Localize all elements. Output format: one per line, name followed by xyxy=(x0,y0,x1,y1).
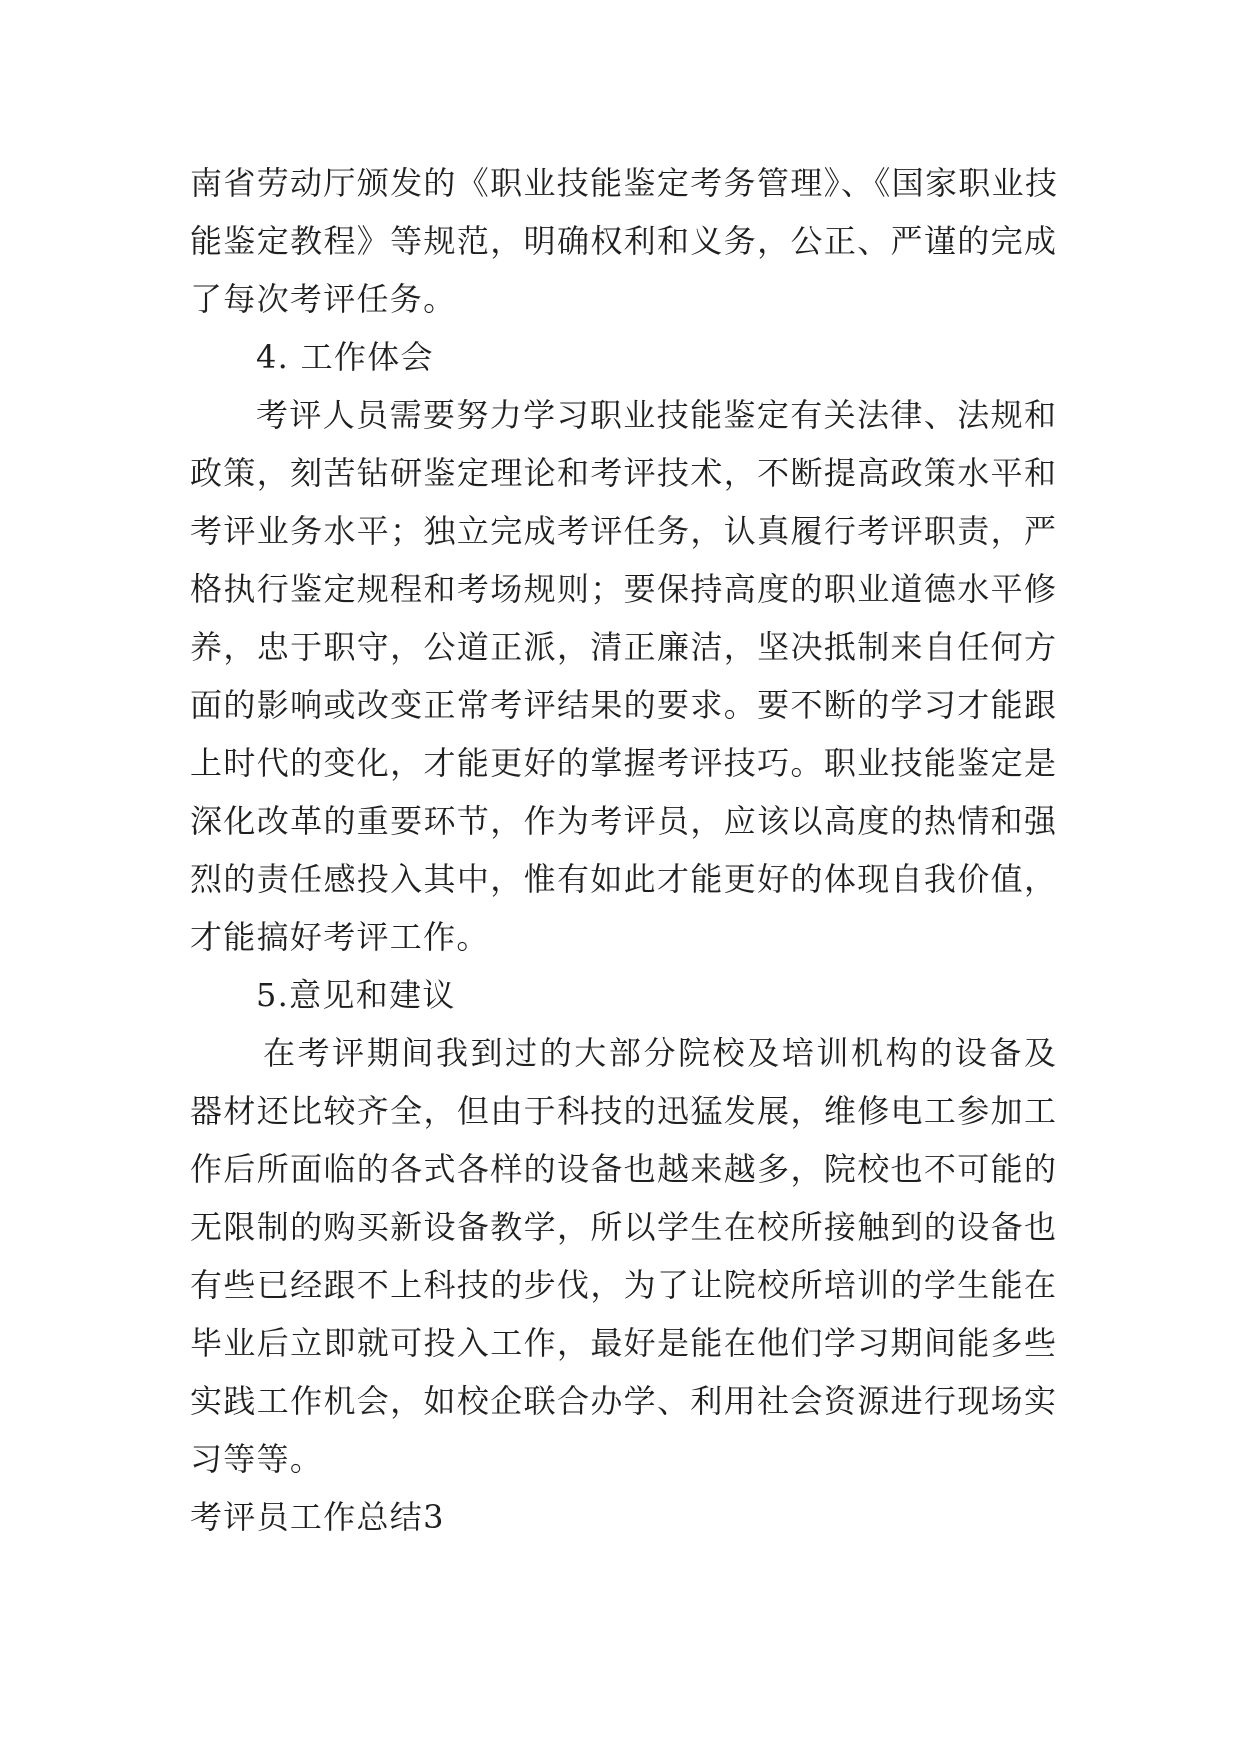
text-line: 有些已经跟不上科技的步伐，为了让院校所培训的学生能在 xyxy=(190,1266,1056,1304)
text-line: 才能搞好考评工作。 xyxy=(190,918,490,956)
text-line: 面的影响或改变正常考评结果的要求。要不断的学习才能跟 xyxy=(190,686,1056,724)
text-line: 政策，刻苦钻研鉴定理论和考评技术，不断提高政策水平和 xyxy=(190,454,1056,492)
text-line: 考评业务水平；独立完成考评任务，认真履行考评职责，严 xyxy=(190,512,1056,550)
text-line: 无限制的购买新设备教学，所以学生在校所接触到的设备也 xyxy=(190,1208,1056,1246)
text-line: 烈的责任感投入其中，惟有如此才能更好的体现自我价值， xyxy=(190,860,1056,898)
text-line: 格执行鉴定规程和考场规则；要保持高度的职业道德水平修 xyxy=(190,570,1056,608)
section-title: 考评员工作总结3 xyxy=(190,1498,445,1536)
text-line: 能鉴定教程》等规范，明确权利和义务，公正、严谨的完成 xyxy=(190,222,1056,260)
subheading-text: 5.意见和建议 xyxy=(256,976,456,1014)
paragraph xyxy=(190,1024,1056,1488)
text-line: 在考评期间我到过的大部分院校及培训机构的设备及 xyxy=(263,1034,1056,1072)
text-line: 器材还比较齐全，但由于科技的迅猛发展，维修电工参加工 xyxy=(190,1092,1056,1130)
text-line: 深化改革的重要环节，作为考评员，应该以高度的热情和强 xyxy=(190,802,1056,840)
text-line: 考评人员需要努力学习职业技能鉴定有关法律、法规和 xyxy=(256,396,1056,434)
text-line: 养，忠于职守，公道正派，清正廉洁，坚决抵制来自任何方 xyxy=(190,628,1056,666)
paragraph-continued xyxy=(190,154,1056,328)
paragraph xyxy=(190,386,1056,966)
text-line: 实践工作机会，如校企联合办学、利用社会资源进行现场实 xyxy=(190,1382,1056,1420)
text-line: 上时代的变化，才能更好的掌握考评技巧。职业技能鉴定是 xyxy=(190,744,1056,782)
text-line: 南省劳动厅颁发的《职业技能鉴定考务管理》、《国家职业技 xyxy=(190,164,1056,202)
document-page xyxy=(190,154,1056,1546)
subheading-suggestions xyxy=(190,966,1056,1024)
text-line: 毕业后立即就可投入工作，最好是能在他们学习期间能多些 xyxy=(190,1324,1056,1362)
subheading-text: 4. 工作体会 xyxy=(256,338,434,376)
subheading-work-experience xyxy=(190,328,1056,386)
text-line: 作后所面临的各式各样的设备也越来越多，院校也不可能的 xyxy=(190,1150,1056,1188)
section-heading xyxy=(190,1488,1056,1546)
text-line: 了每次考评任务。 xyxy=(190,280,457,318)
text-line: 习等等。 xyxy=(190,1440,324,1478)
